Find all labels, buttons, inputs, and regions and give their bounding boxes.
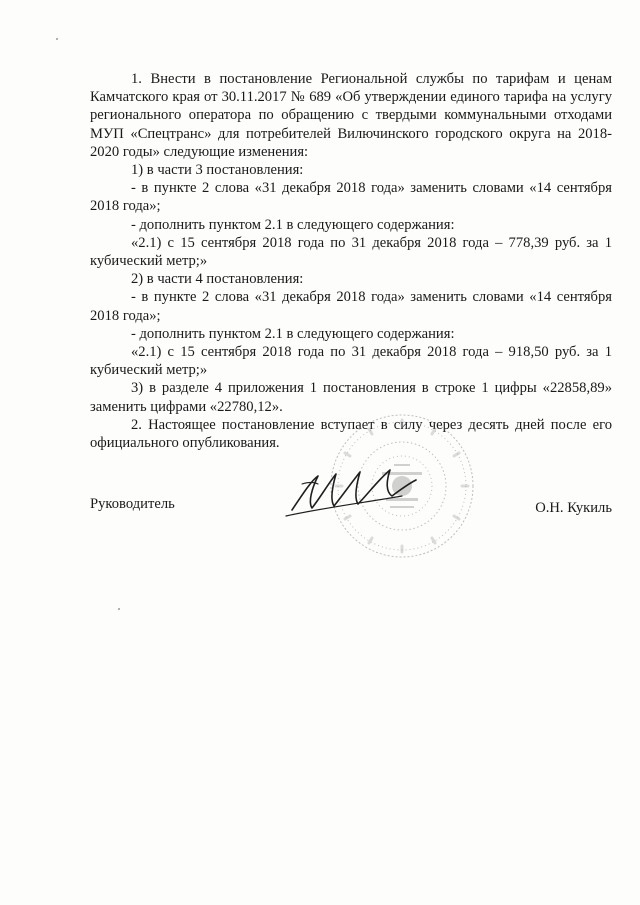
paragraph-part4-replace: - в пункте 2 слова «31 декабря 2018 года» заменить словами «14 сентября 2018 года»; [90, 289, 612, 324]
signatory-title: Руководитель [90, 496, 175, 512]
signatory-name: О.Н. Кукиль [535, 500, 612, 516]
paragraph-part3-replace: - в пункте 2 слова «31 декабря 2018 года» заменить словами «14 сентября 2018 года»; [90, 180, 612, 215]
paragraph-part4: 2) в части 4 постановления: [131, 271, 304, 288]
paragraph-item-1: 1. Внести в постановление Региональной службы по тарифам и ценам Камчатского края от 30.11.2017 № 689 «Об утверждении единого тарифа на услугу регионального оператора по обращению с твердыми коммунальными отходами МУП «Спецтранс» для потребителей Вилючинского городского округа на 2018-2020 годы» следующие изменения: [90, 71, 612, 160]
paragraph-part4-add: - дополнить пунктом 2.1 в следующего содержания: [131, 325, 455, 342]
scan-speck [118, 608, 120, 610]
document-body [90, 70, 612, 452]
paragraph-appendix: 3) в разделе 4 приложения 1 постановления в строке 1 цифры «22858,89» заменить цифрами «22780,12». [90, 380, 612, 415]
scan-speck [56, 38, 58, 40]
paragraph-part4-tariff: «2.1) с 15 сентября 2018 года по 31 декабря 2018 года – 918,50 руб. за 1 кубический метр;» [90, 344, 612, 379]
paragraph-part3-tariff: «2.1) с 15 сентября 2018 года по 31 декабря 2018 года – 778,39 руб. за 1 кубический метр;» [90, 234, 612, 270]
paragraph-item-2: 2. Настоящее постановление вступает в силу через десять дней после его официального опубликования. [90, 416, 612, 452]
signature-block [90, 496, 612, 526]
paragraph-part3: 1) в части 3 постановления: [131, 162, 304, 179]
paragraph-part3-add: - дополнить пунктом 2.1 в следующего содержания: [131, 216, 455, 233]
